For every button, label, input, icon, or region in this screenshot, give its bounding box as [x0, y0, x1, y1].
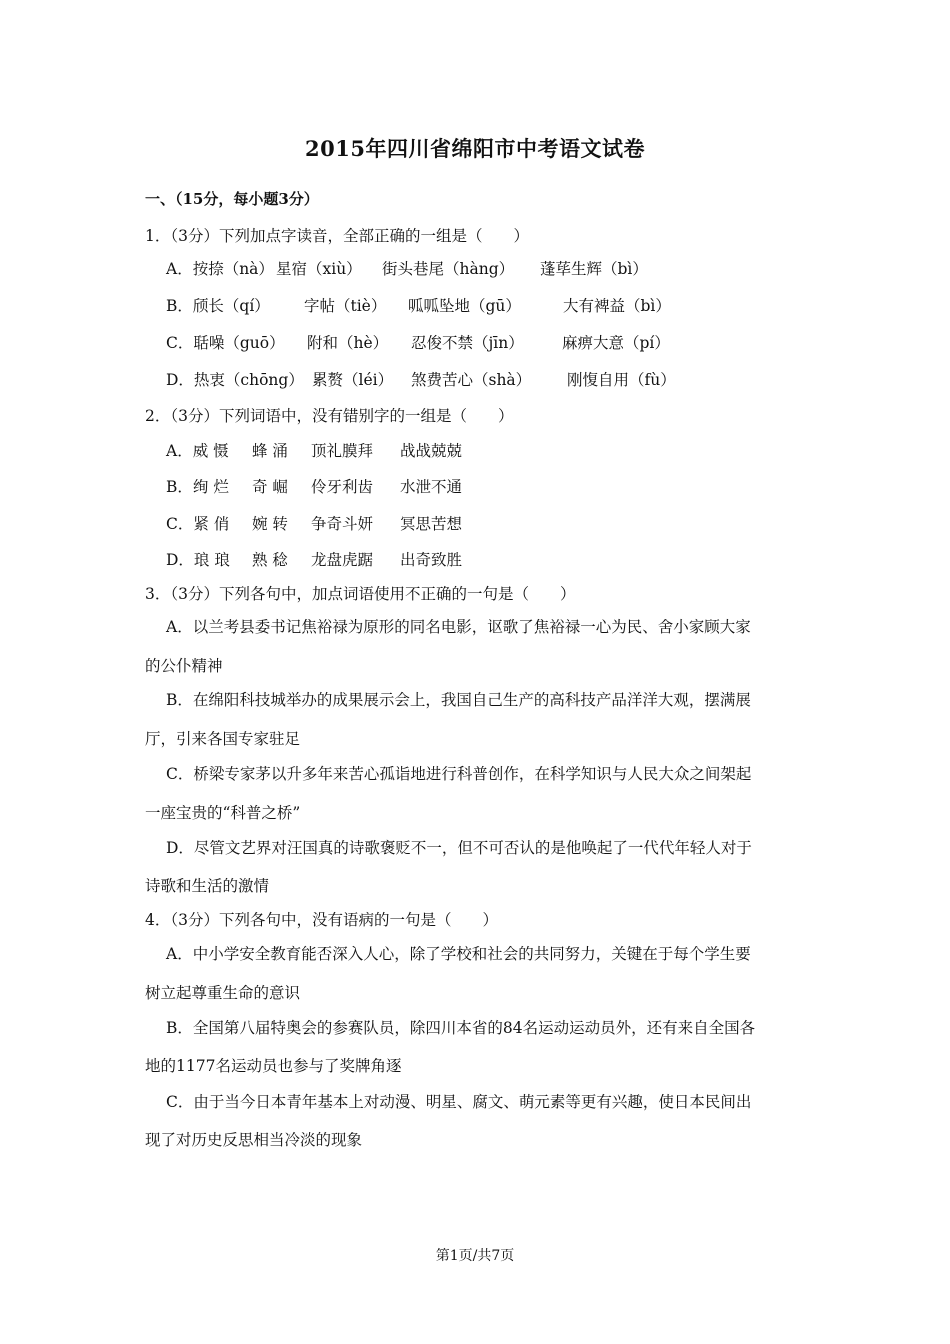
question-1-stem: 1．（3分）下列加点字读音，全部正确的一组是（ ）: [145, 227, 529, 245]
question-3-option-a: A．以兰考县委书记焦裕禄为原形的同名电影，讴歌了焦裕禄一心为民、舍小家顾大家: [166, 618, 751, 636]
option-cell: C．紧 俏: [166, 515, 230, 533]
option-cell: 麻痹大意（pí）: [562, 334, 670, 352]
option-cell: A．按捺（nà）: [166, 260, 274, 278]
option-cell: 战战兢兢: [400, 442, 463, 460]
option-cell: D．热衷（chōng）: [166, 371, 304, 389]
option-cell: 累赘（léi）: [312, 371, 394, 389]
question-4-option-b: B．全国第八届特奥会的参赛队员，除四川本省的84名运动运动员外，还有来自全国各: [166, 1019, 756, 1037]
question-4-option-a: A．中小学安全教育能否深入人心，除了学校和社会的共同努力，关键在于每个学生要: [166, 945, 751, 963]
option-cell: 龙盘虎踞: [311, 551, 374, 569]
option-cell: 熟 稔: [252, 551, 288, 569]
option-cell: 争奇斗妍: [311, 515, 374, 533]
option-cell: 冥思苦想: [400, 515, 463, 533]
option-cell: D．琅 琅: [166, 551, 230, 569]
question-4-option-a-cont: 树立起尊重生命的意识: [145, 984, 301, 1002]
question-3-option-d-cont: 诗歌和生活的激情: [145, 877, 270, 895]
option-cell: 婉 转: [252, 515, 288, 533]
question-2-option-a: [166, 439, 462, 461]
question-2-option-c: [166, 512, 462, 534]
question-3-option-d: D．尽管文艺界对汪国真的诗歌褒贬不一，但不可否认的是他唤起了一代代年轻人对于: [166, 839, 752, 857]
option-cell: B．颀长（qí）: [166, 297, 270, 315]
question-4-stem: 4．（3分）下列各句中，没有语病的一句是（ ）: [145, 911, 498, 929]
section-heading: 一、（15分，每小题3分）: [145, 190, 319, 208]
option-cell: 忍俊不禁（jīn）: [411, 334, 524, 352]
option-cell: C．聒噪（guō）: [166, 334, 285, 352]
question-3-option-b-cont: 厅，引来各国专家驻足: [145, 730, 301, 748]
page-title: 2015年四川省绵阳市中考语文试卷: [305, 136, 645, 161]
question-3-option-a-cont: 的公仆精神: [145, 657, 223, 675]
option-cell: 顶礼膜拜: [311, 442, 374, 460]
question-1-option-c: [166, 331, 670, 353]
option-cell: 水泄不通: [400, 478, 463, 496]
question-2-option-d: [166, 548, 462, 570]
option-cell: 刚愎自用（fù）: [567, 371, 676, 389]
option-cell: 附和（hè）: [307, 334, 389, 352]
question-1-option-b: [166, 294, 671, 316]
question-3-option-c-cont: 一座宝贵的“科普之桥”: [145, 804, 301, 822]
page-footer: 第1页/共7页: [435, 1248, 515, 1264]
option-cell: 蓬荜生辉（bì）: [540, 260, 648, 278]
option-cell: 伶牙利齿: [311, 478, 374, 496]
question-2-stem: 2．（3分）下列词语中，没有错别字的一组是（ ）: [145, 407, 514, 425]
question-3-option-c: C．桥梁专家茅以升多年来苦心孤诣地进行科普创作，在科学知识与人民大众之间架起: [166, 765, 752, 783]
option-cell: 大有裨益（bì）: [563, 297, 671, 315]
option-cell: A．威 慑: [166, 442, 229, 460]
question-4-option-c: C．由于当今日本青年基本上对动漫、明星、腐文、萌元素等更有兴趣，使日本民间出: [166, 1093, 752, 1111]
question-4-option-c-cont: 现了对历史反思相当冷淡的现象: [145, 1131, 363, 1149]
question-1-option-a: [166, 257, 648, 279]
option-cell: 奇 崛: [252, 478, 288, 496]
question-3-option-b: B．在绵阳科技城举办的成果展示会上，我国自己生产的高科技产品洋洋大观，摆满展: [166, 691, 751, 709]
question-3-stem: 3．（3分）下列各句中，加点词语使用不正确的一句是（ ）: [145, 585, 576, 603]
question-4-option-b-cont: 地的1177名运动员也参与了奖牌角逐: [145, 1057, 402, 1075]
option-cell: B．绚 烂: [166, 478, 229, 496]
option-cell: 煞费苦心（shà）: [411, 371, 532, 389]
option-cell: 蜂 涌: [252, 442, 288, 460]
option-cell: 出奇致胜: [400, 551, 463, 569]
option-cell: 字帖（tiè）: [304, 297, 387, 315]
question-1-option-d: [166, 368, 676, 390]
question-2-option-b: [166, 475, 462, 497]
option-cell: 星宿（xiù）: [276, 260, 362, 278]
option-cell: 街头巷尾（hàng）: [382, 260, 515, 278]
option-cell: 呱呱坠地（gū）: [408, 297, 521, 315]
